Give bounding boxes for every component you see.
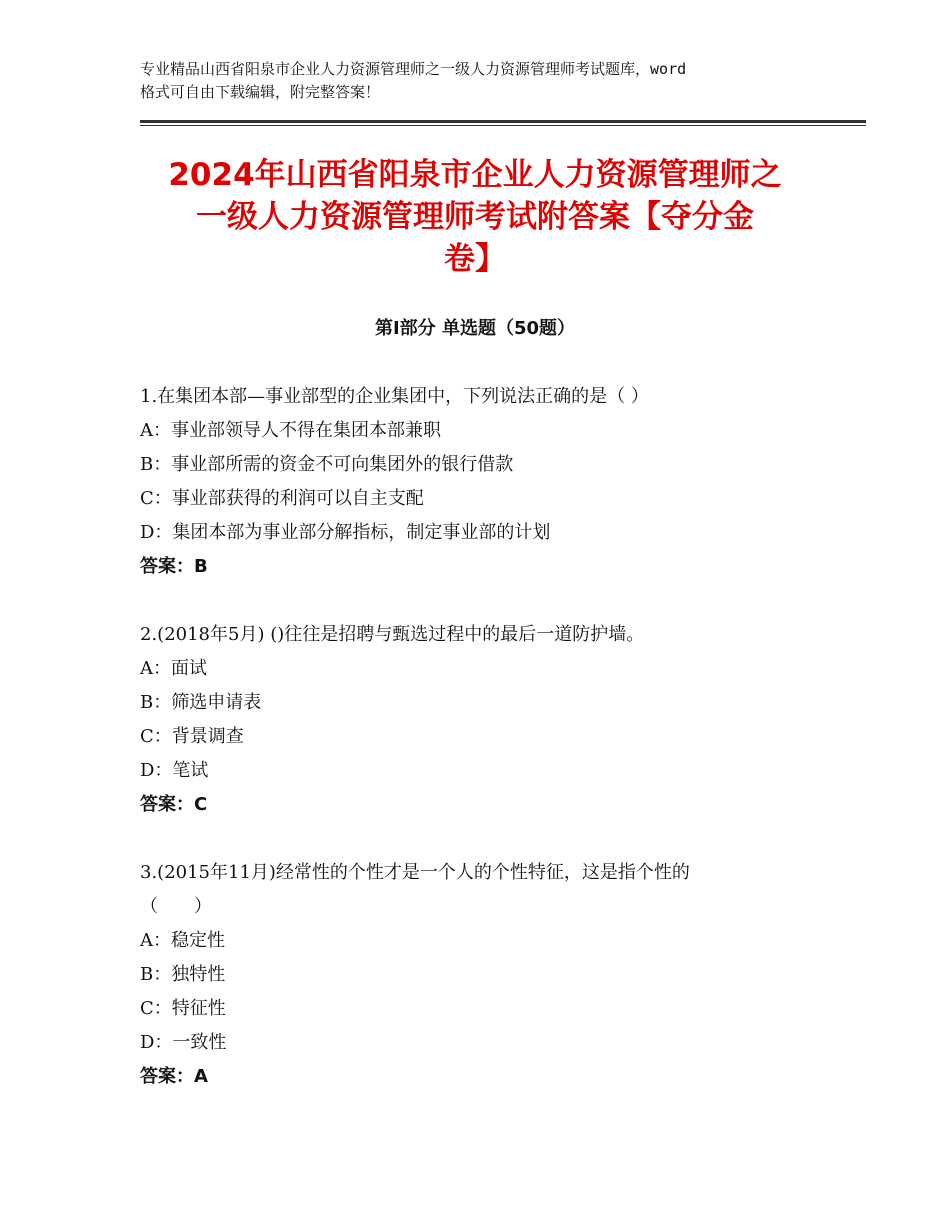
option-a: A：事业部领导人不得在集团本部兼职 bbox=[140, 420, 441, 441]
option-d: D：一致性 bbox=[140, 1032, 227, 1053]
option-a: A：稳定性 bbox=[140, 930, 225, 951]
question-stem: 2.(2018年5月) ()往往是招聘与甄选过程中的最后一道防护墙。 bbox=[140, 624, 645, 645]
question-stem: 1.在集团本部—事业部型的企业集团中，下列说法正确的是（ ） bbox=[140, 386, 649, 407]
question-3 bbox=[140, 856, 840, 1094]
section-heading: 第Ⅰ部分 单选题（50题） bbox=[374, 318, 575, 339]
question-stem: 3.(2015年11月)经常性的个性才是一个人的个性特征，这是指个性的 bbox=[140, 862, 690, 883]
option-c: C：背景调查 bbox=[140, 726, 244, 747]
option-b: B：事业部所需的资金不可向集团外的银行借款 bbox=[140, 454, 514, 475]
answer-line: 答案：A bbox=[140, 1066, 208, 1087]
title-line-3: 卷】 bbox=[444, 241, 506, 277]
spacer bbox=[140, 822, 840, 856]
answer-line: 答案：C bbox=[140, 794, 208, 815]
question-2 bbox=[140, 618, 840, 822]
answer-line: 答案：B bbox=[140, 556, 208, 577]
header-divider-thick bbox=[140, 120, 866, 123]
option-c: C：事业部获得的利润可以自主支配 bbox=[140, 488, 424, 509]
spacer bbox=[140, 584, 840, 618]
option-c: C：特征性 bbox=[140, 998, 226, 1019]
header-note bbox=[140, 58, 830, 104]
title-line-2: 一级人力资源管理师考试附答案【夺分金 bbox=[196, 199, 754, 235]
option-d: D：笔试 bbox=[140, 760, 209, 781]
header-note-line-1: 专业精品山西省阳泉市企业人力资源管理师之一级人力资源管理师考试题库，word bbox=[140, 60, 687, 78]
question-stem-continuation: （ ） bbox=[140, 896, 212, 917]
header-divider-thin bbox=[140, 125, 866, 126]
option-b: B：筛选申请表 bbox=[140, 692, 262, 713]
option-a: A：面试 bbox=[140, 658, 207, 679]
option-d: D：集团本部为事业部分解指标，制定事业部的计划 bbox=[140, 522, 551, 543]
option-b: B：独特性 bbox=[140, 964, 226, 985]
document-title bbox=[120, 154, 830, 280]
title-line-1: 2024年山西省阳泉市企业人力资源管理师之 bbox=[168, 157, 782, 193]
question-1 bbox=[140, 380, 840, 584]
question-list bbox=[140, 380, 840, 1094]
header-note-line-2: 格式可自由下载编辑，附完整答案！ bbox=[140, 83, 381, 101]
